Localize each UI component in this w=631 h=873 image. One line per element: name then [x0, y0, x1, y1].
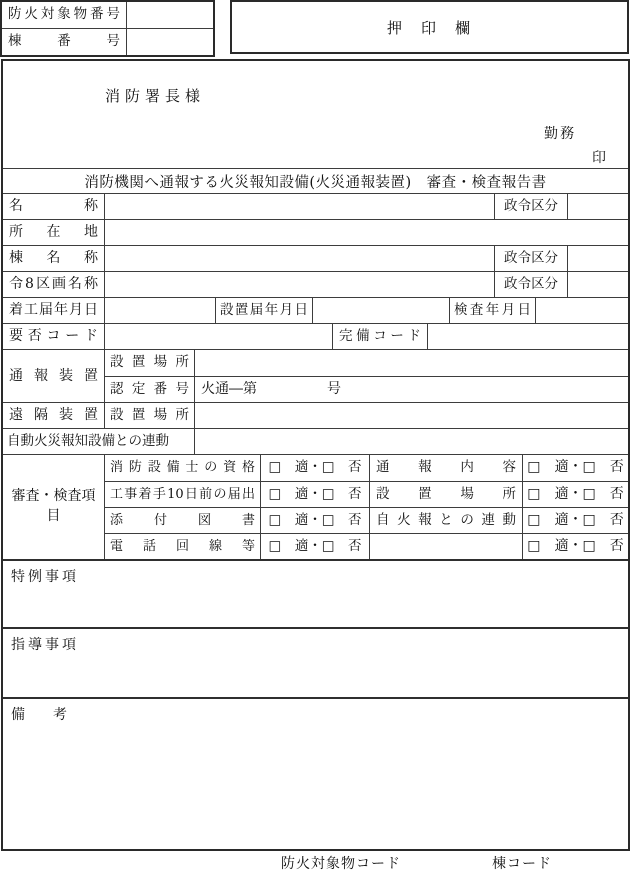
pass-fail-checkboxes: □ 適・□ 否 — [261, 482, 370, 507]
auto-fire-alarm-link-row — [3, 428, 628, 454]
seirei-kubun-label: 政令区分 — [495, 272, 568, 297]
pass-fail-checkboxes: □ 適・□ 否 — [261, 534, 370, 559]
installation-notice-date-label: 設置届年月日 — [216, 298, 313, 323]
pass-fail-checkboxes: □ 適・□ 否 — [261, 508, 370, 533]
remote-device-label: 遠隔装置 — [3, 403, 105, 428]
pass-fail-checkboxes: □ 適・□ 否 — [527, 459, 624, 475]
installation-place-label: 設置場所 — [105, 350, 195, 376]
pass-fail-checkboxes: □ 適・□ 否 — [527, 486, 624, 502]
reporting-device-group — [3, 349, 628, 402]
installation-place-value-cell — [195, 350, 628, 376]
inspection-item-row — [105, 481, 628, 507]
seirei-kubun-value-cell — [568, 246, 628, 271]
building-name-value-cell — [105, 246, 495, 271]
form-title: 消防機関へ通報する火災報知設備(火災通報装置) 審査・検査報告書 — [3, 168, 628, 193]
certification-number-value: 火通―第 号 — [201, 381, 341, 397]
auto-fire-alarm-link-value-cell — [195, 429, 628, 454]
auto-fire-alarm-link-label: 自動火災報知設備との連動 — [3, 429, 195, 454]
fire-chief-addressee: 消防署長様 — [105, 87, 206, 105]
footer-code-labels — [0, 851, 631, 872]
installation-notice-date-value-cell — [313, 298, 450, 323]
seirei-kubun-label: 政令区分 — [495, 246, 568, 271]
pass-fail-checkboxes: □ 適・□ 否 — [527, 512, 624, 528]
certification-number-row — [105, 376, 628, 402]
inspection-date-label: 検査年月日 — [450, 298, 536, 323]
pass-fail-checkboxes: □ 適・□ 否 — [527, 538, 624, 554]
remote-device-row — [3, 402, 628, 428]
reporting-device-place-row — [105, 350, 628, 376]
building-number-label: 棟番号 — [2, 29, 127, 55]
name-label: 名称 — [3, 194, 105, 219]
construction-notice-date-value-cell — [105, 298, 216, 323]
codes-row — [3, 323, 628, 349]
seal-column-box — [230, 0, 629, 54]
special-provisions-label: 特例事項 — [11, 569, 79, 585]
guidance-label: 指導事項 — [11, 637, 79, 653]
guidance-box — [3, 627, 628, 697]
fire-object-code-label: 防火対象物コード — [281, 856, 401, 872]
rei8-section-row — [3, 271, 628, 297]
building-number-value-cell — [127, 29, 213, 55]
inspection-section-group — [3, 454, 628, 559]
special-provisions-box — [3, 559, 628, 627]
name-value-cell — [105, 194, 495, 219]
rei8-section-label: 令8区画名称 — [3, 272, 105, 297]
inspection-item-label: 消防設備士の資格 — [105, 455, 261, 481]
addressee-area — [3, 61, 628, 168]
reporting-device-label: 通報装置 — [3, 350, 105, 402]
completeness-code-label: 完備コード — [333, 324, 428, 349]
seirei-kubun-label: 政令区分 — [495, 194, 568, 219]
installation-place-label: 設置場所 — [105, 403, 195, 428]
address-label: 所在地 — [3, 220, 105, 245]
inspection-item-label: 添付図書 — [105, 508, 261, 533]
seirei-kubun-value-cell — [568, 194, 628, 219]
pass-fail-checkboxes: □ 適・□ 否 — [261, 455, 370, 481]
building-name-label: 棟名称 — [3, 246, 105, 271]
building-code-label: 棟コード — [492, 856, 552, 872]
name-row — [3, 193, 628, 219]
necessity-code-label: 要否コード — [3, 324, 105, 349]
construction-notice-date-label: 着工届年月日 — [3, 298, 105, 323]
top-header-area — [0, 0, 631, 57]
seal-column-label: 押 印 欄 — [386, 18, 472, 37]
address-value-cell — [105, 220, 628, 245]
inspection-item-row — [105, 507, 628, 533]
inspection-section-label: 審査・検査項目 — [3, 455, 105, 559]
inspection-item-row — [105, 533, 628, 559]
building-number-row — [2, 28, 213, 55]
id-number-box — [0, 0, 215, 57]
certification-number-label: 認定番号 — [105, 377, 195, 402]
seirei-kubun-value-cell — [568, 272, 628, 297]
duty-label: 勤務 — [544, 126, 576, 142]
fire-object-number-label: 防火対象物番号 — [2, 2, 127, 28]
remarks-label: 備考 — [11, 707, 95, 723]
remote-device-place-value-cell — [195, 403, 628, 428]
necessity-code-value-cell — [105, 324, 333, 349]
inspection-date-value-cell — [536, 298, 628, 323]
inspection-item-label: 通報内容 — [370, 455, 523, 481]
report-form-table — [1, 59, 630, 851]
inspection-item-label: 電話回線等 — [105, 534, 261, 559]
fire-object-number-row — [2, 2, 213, 28]
completeness-code-value-cell — [428, 324, 628, 349]
inspection-item-row — [105, 455, 628, 481]
inspection-item-label: 工事着手10日前の届出 — [105, 482, 261, 507]
inspection-item-label — [370, 534, 523, 559]
dates-row — [3, 297, 628, 323]
rei8-section-value-cell — [105, 272, 495, 297]
building-name-row — [3, 245, 628, 271]
inspection-item-label: 設置場所 — [370, 482, 523, 507]
remarks-box — [3, 697, 628, 851]
address-row — [3, 219, 628, 245]
inspection-item-label: 自火報との連動 — [370, 508, 523, 533]
fire-object-number-value-cell — [127, 2, 213, 28]
seal-mark-label: 印 — [592, 150, 606, 166]
